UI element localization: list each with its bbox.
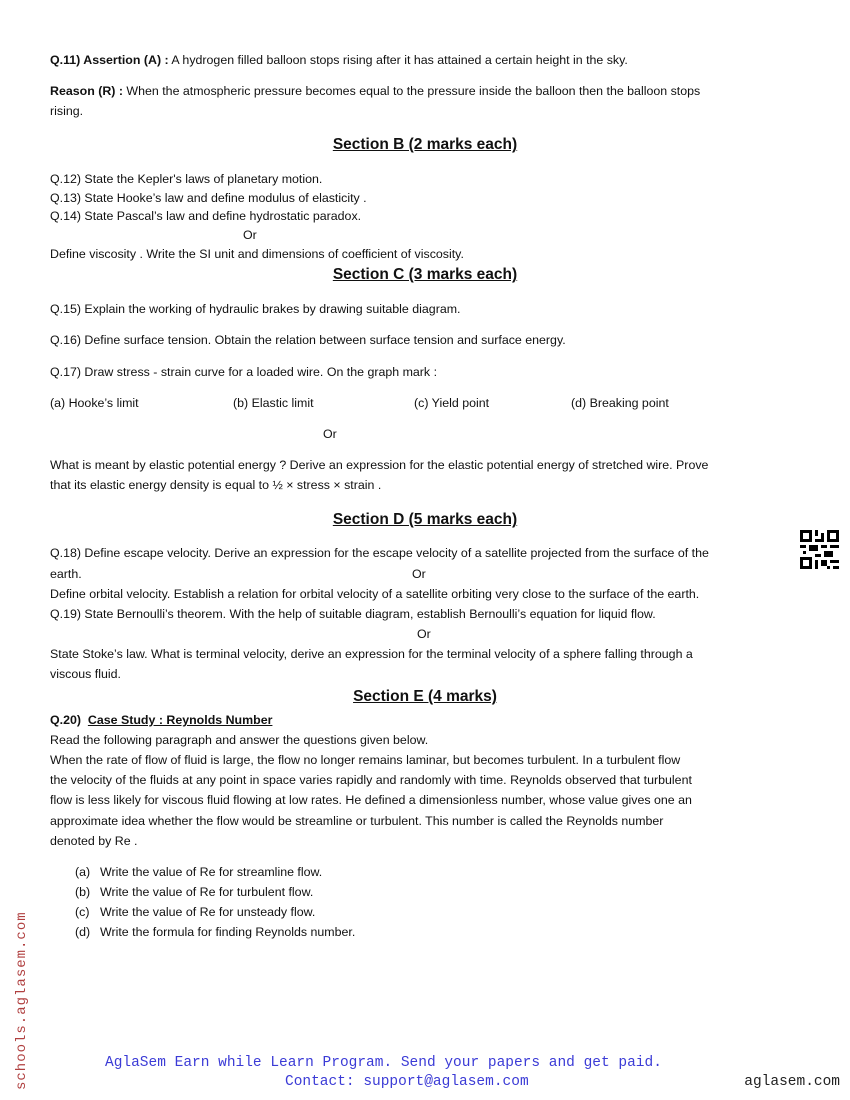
paragraph-line: the velocity of the fluids at any point in space varies rapidly and randomly with time. Reynolds observed that turbulent: [50, 773, 692, 787]
q11-assertion: [50, 52, 628, 68]
q19-alt: State Stoke’s law. What is terminal velocity, derive an expression for the terminal velocity of a sphere falling through a: [50, 647, 693, 661]
section-c-heading: Section C (3 marks each): [332, 266, 518, 283]
assertion-text: A hydrogen filled balloon stops rising after it has attained a certain height in the sky.: [168, 53, 628, 67]
q17-option-d: (d) Breaking point: [571, 396, 669, 410]
q19-alt-cont: viscous fluid.: [50, 667, 121, 681]
q18-alt: Define orbital velocity. Establish a relation for orbital velocity of a satellite orbiting very close to the surface of the earth.: [50, 587, 700, 601]
q13: Q.13) State Hooke’s law and define modulus of elasticity .: [50, 191, 367, 205]
case-study-title: Case Study : Reynolds Number: [87, 713, 273, 727]
vertical-watermark: schools.aglasem.com: [14, 911, 30, 1090]
q17-option-b: (b) Elastic limit: [233, 396, 314, 410]
reason-label: Reason (R) :: [50, 84, 123, 98]
paragraph-line: denoted by Re .: [50, 834, 138, 848]
or-label: Or: [243, 228, 257, 242]
q12: Q.12) State the Kepler's laws of planetary motion.: [50, 172, 323, 186]
or-label: Or: [412, 567, 426, 581]
or-label: Or: [323, 427, 337, 441]
q11-reason: [50, 83, 700, 99]
reason-text-cont: rising.: [50, 104, 84, 118]
q20-heading: [50, 712, 272, 728]
footer-promo: AglaSem Earn while Learn Program. Send your papers and get paid.: [105, 1055, 662, 1071]
assertion-label: Q.11) Assertion (A) :: [50, 53, 169, 67]
q15: Q.15) Explain the working of hydraulic brakes by drawing suitable diagram.: [50, 302, 461, 316]
q14-alt: Define viscosity . Write the SI unit and dimensions of coefficient of viscosity.: [50, 247, 464, 261]
reason-text: When the atmospheric pressure becomes equal to the pressure inside the balloon then the balloon stops: [122, 84, 701, 98]
paragraph-line: flow is less likely for viscous fluid flowing at low rates. He defined a dimensionless number, whose value gives one an: [50, 793, 692, 807]
q18-cont: earth.: [50, 567, 82, 581]
q20-label: Q.20): [50, 713, 81, 727]
q18: Q.18) Define escape velocity. Derive an expression for the escape velocity of a satellite projected from the surface of the: [50, 546, 709, 560]
section-b-heading: Section B (2 marks each): [332, 136, 518, 153]
case-question-b: (b) Write the value of Re for turbulent flow.: [75, 885, 314, 899]
q17-option-a: (a) Hooke’s limit: [50, 396, 139, 410]
qr-code-icon: [800, 530, 839, 569]
case-question-d: (d) Write the formula for finding Reynolds number.: [75, 925, 356, 939]
paragraph-line: When the rate of flow of fluid is large, the flow no longer remains laminar, but becomes turbulent. In a turbulent flow: [50, 753, 681, 767]
q17-alt-cont: that its elastic energy density is equal to ½ × stress × strain .: [50, 478, 382, 492]
section-e-heading: Section E (4 marks): [353, 688, 497, 705]
q17-alt: What is meant by elastic potential energy ? Derive an expression for the elastic potential energy of stretched wire. Prove: [50, 458, 709, 472]
or-label: Or: [417, 627, 431, 641]
footer-contact[interactable]: Contact: support@aglasem.com: [285, 1074, 529, 1090]
case-study-intro: Read the following paragraph and answer the questions given below.: [50, 733, 429, 747]
footer-site[interactable]: aglasem.com: [744, 1074, 840, 1090]
case-question-a: (a) Write the value of Re for streamline flow.: [75, 865, 323, 879]
q16: Q.16) Define surface tension. Obtain the relation between surface tension and surface energy.: [50, 333, 566, 347]
case-question-c: (c) Write the value of Re for unsteady flow.: [75, 905, 316, 919]
q14: Q.14) State Pascal’s law and define hydrostatic paradox.: [50, 209, 362, 223]
q17-option-c: (c) Yield point: [414, 396, 490, 410]
q17: Q.17) Draw stress - strain curve for a loaded wire. On the graph mark :: [50, 365, 438, 379]
section-d-heading: Section D (5 marks each): [332, 511, 518, 528]
paragraph-line: approximate idea whether the flow would be streamline or turbulent. This number is called the Reynolds number: [50, 814, 664, 828]
q19: Q.19) State Bernoulli’s theorem. With the help of suitable diagram, establish Bernoulli’s equation for liquid flow.: [50, 607, 656, 621]
